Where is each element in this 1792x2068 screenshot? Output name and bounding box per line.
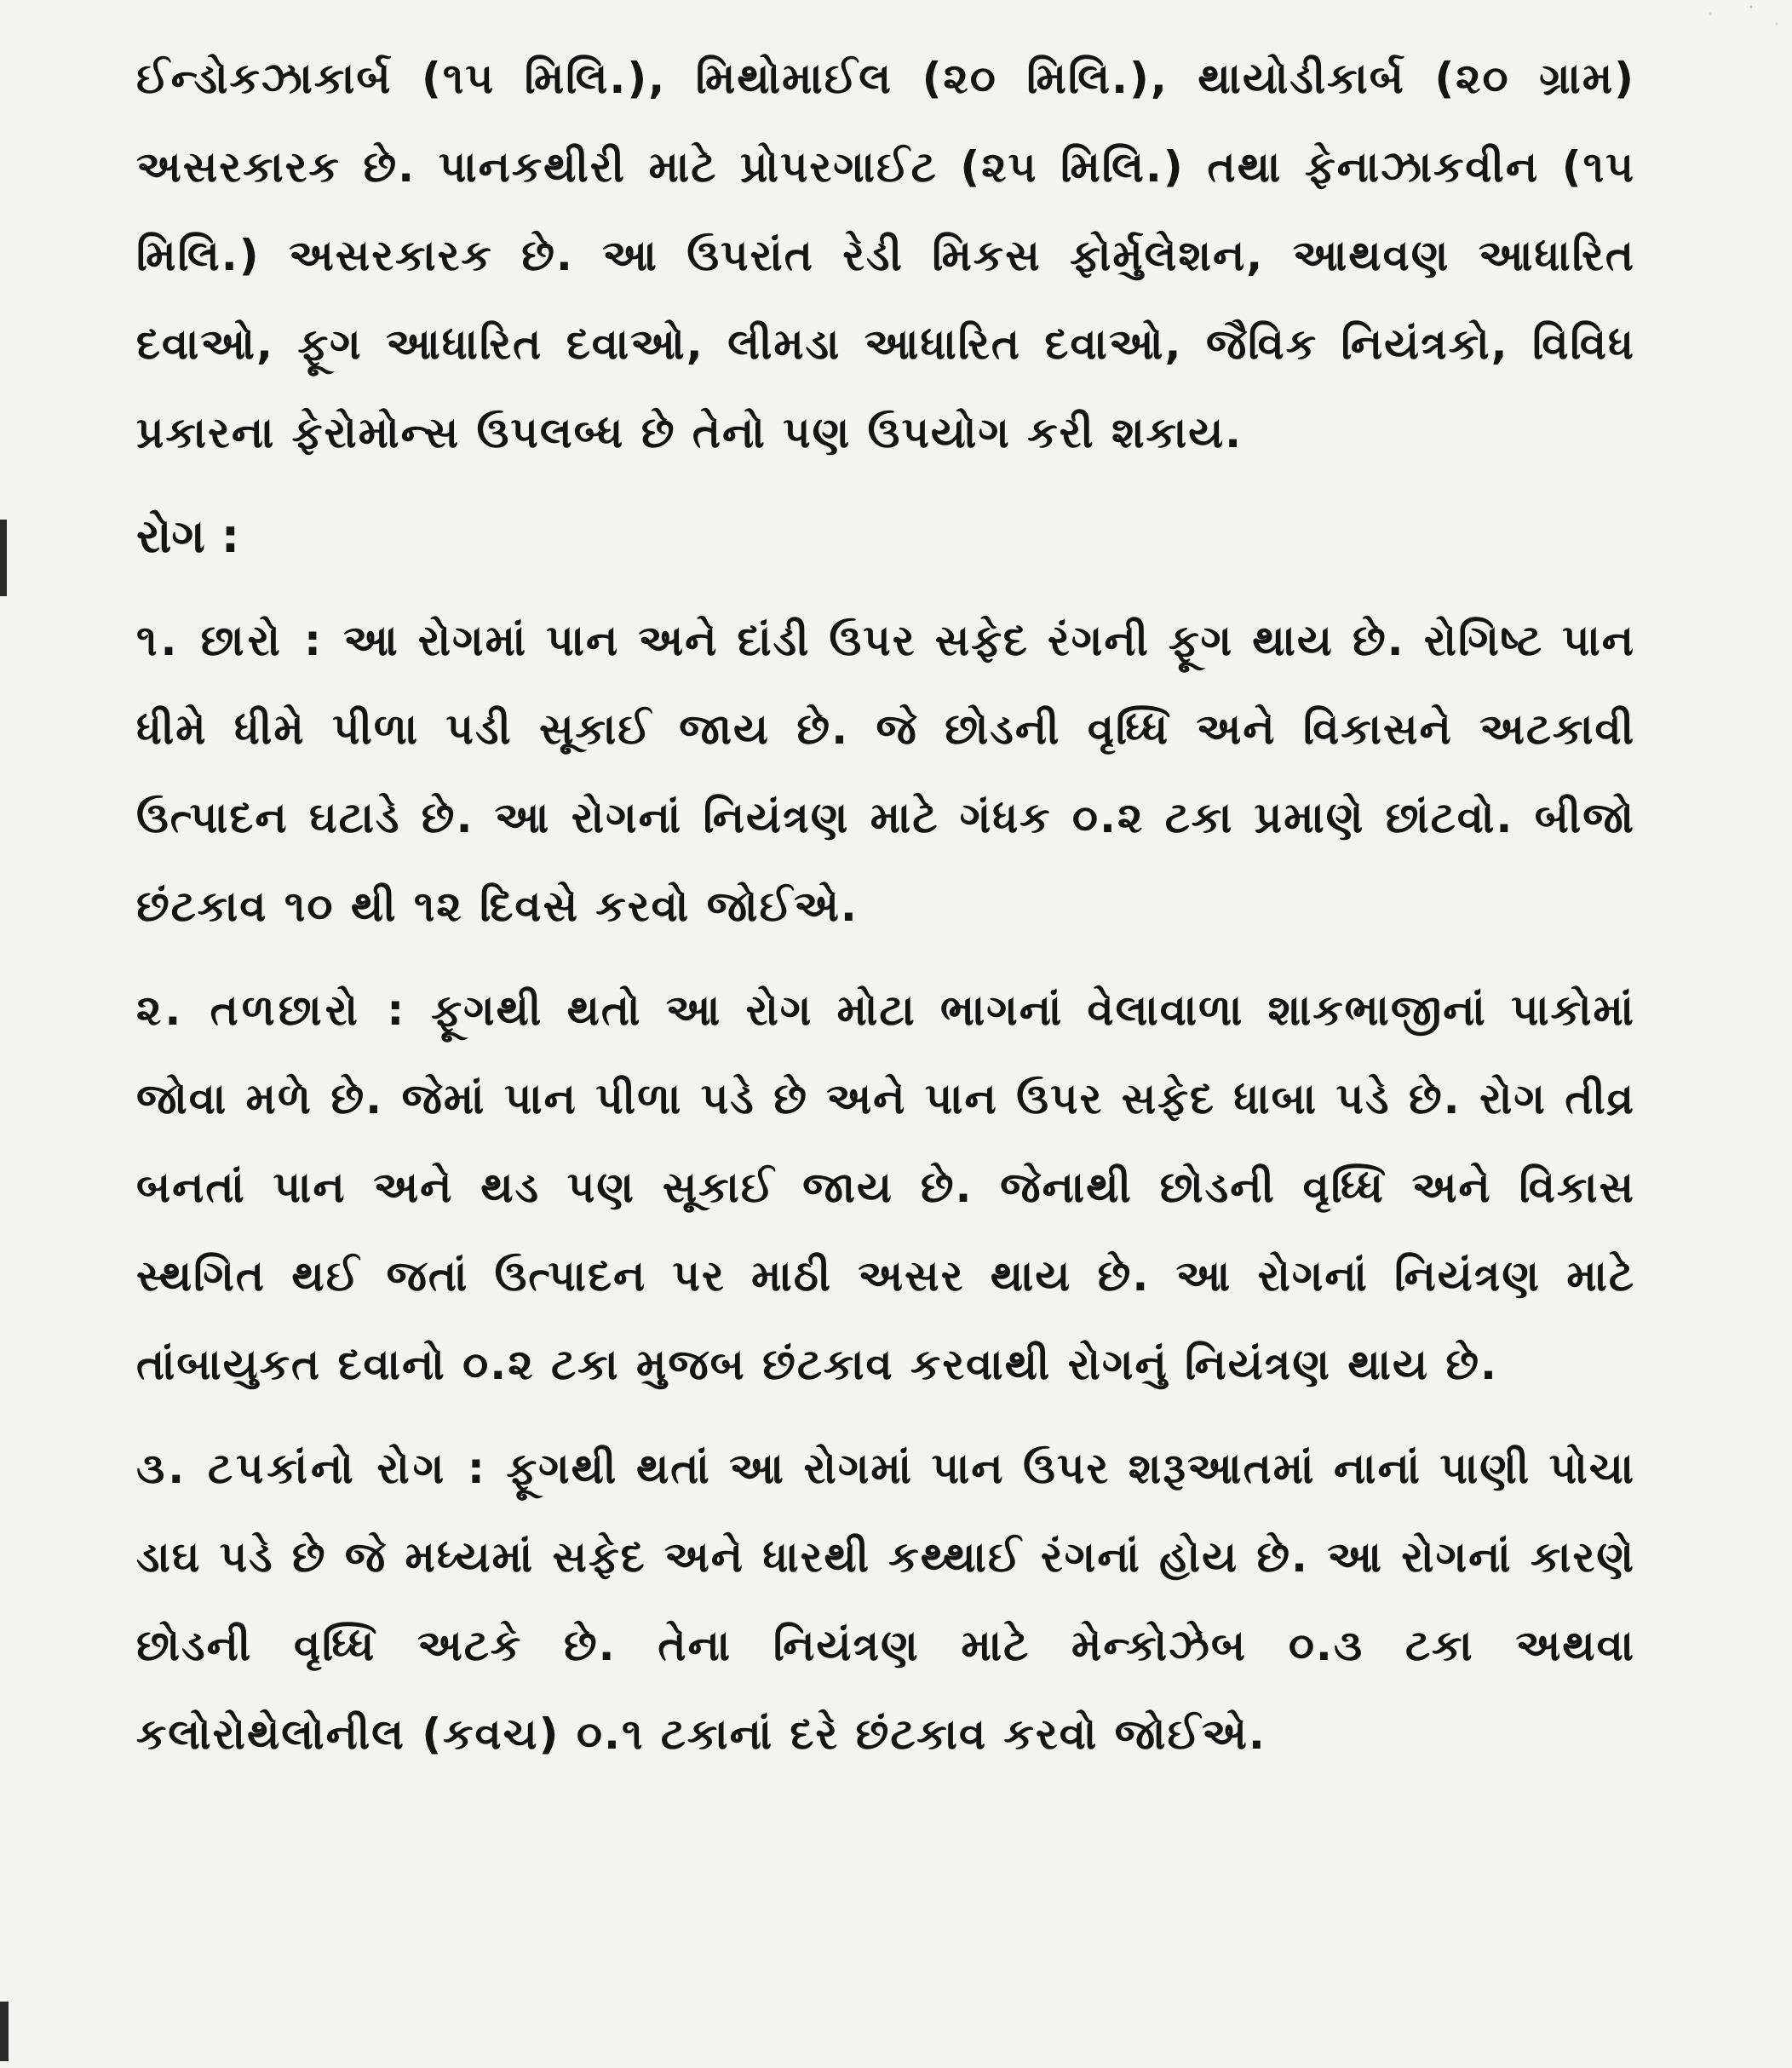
section-title: ૨. તળછારો : [136,985,408,1035]
scan-edge-mark [0,2002,9,2061]
intro-paragraph: ઈન્ડોકઝાકાર્બ (૧૫ મિલિ.), મિથોમાઈલ (૨૦ મિલિ.), થાયોડીકાર્બ (૨૦ ગ્રામ) અસરકારક છે. પાનકથીરી માટે પ્રોપરગાઈટ (૨૫ મિલિ.) તથા ફેનાઝાકવીન (૧૫ મિલિ.) અસરકારક છે. આ ઉપરાંત રેડી મિકસ ફોર્મુલેશન, આથવણ આધારિત દવાઓ, ફૂગ આધારિત દવાઓ, લીમડા આધારિત દવાઓ, જૈવિક નિયંત્રકો, વિવિધ પ્રકારના ફેરોમોન્સ ઉપલબ્ધ છે તેનો પણ ઉપયોગ કરી શકાય. [136,54,1635,457]
scan-edge-mark [0,520,7,596]
scan-speckle [1690,0,1792,34]
section-body: ફૂગથી થતો આ રોગ મોટા ભાગનાં વેલાવાળા શાકભાજીનાં પાકોમાં જોવા મળે છે. જેમાં પાન પીળા પડે છે અને પાન ઉપર સફેદ ધાબા પડે છે. રોગ તીવ્ર બનતાં પાન અને થડ પણ સૂકાઈ જાય છે. જેનાથી છોડની વૃધ્ધિ અને વિકાસ સ્થગિત થઈ જતાં ઉત્પાદન પર માઠી અસર થાય છે. આ રોગનાં નિયંત્રણ માટે તાંબાયુકત દવાનો ૦.૨ ટકા મુજબ છંટકાવ કરવાથી રોગનું નિયંત્રણ થાય છે. [136,985,1635,1389]
section-powdery-mildew [136,596,1635,951]
section-title: ૩. ટપકાંનો રોગ : [136,1444,488,1493]
section-downy-mildew [136,966,1635,1409]
document-page [136,34,1635,2044]
section-body: આ રોગમાં પાન અને દાંડી ઉપર સફેદ રંગની ફૂગ થાય છે. રોગિષ્ટ પાન ધીમે ધીમે પીળા પડી સૂકાઈ જાય છે. જે છોડની વૃધ્ધિ અને વિકાસને અટકાવી ઉત્પાદન ઘટાડે છે. આ રોગનાં નિયંત્રણ માટે ગંધક ૦.૨ ટકા પ્રમાણે છાંટવો. બીજો છંટકાવ ૧૦ થી ૧૨ દિવસે કરવો જોઈએ. [136,616,1636,931]
section-leaf-spot [136,1424,1635,1778]
disease-heading: રોગ : [136,509,240,563]
section-body: ફૂગથી થતાં આ રોગમાં પાન ઉપર શરૂઆતમાં નાનાં પાણી પોચા ડાઘ પડે છે જે મધ્યમાં સફેદ અને ધારથી કથ્થાઈ રંગનાં હોય છે. આ રોગનાં કારણે છોડની વૃધ્ધિ અટકે છે. તેના નિયંત્રણ માટે મેન્કોઝેબ ૦.૩ ટકા અથવા કલોરોથેલોનીલ (કવચ) ૦.૧ ટકાનાં દરે છંટકાવ કરવો જોઈએ. [136,1444,1635,1759]
section-title: ૧. છારો : [136,616,325,665]
